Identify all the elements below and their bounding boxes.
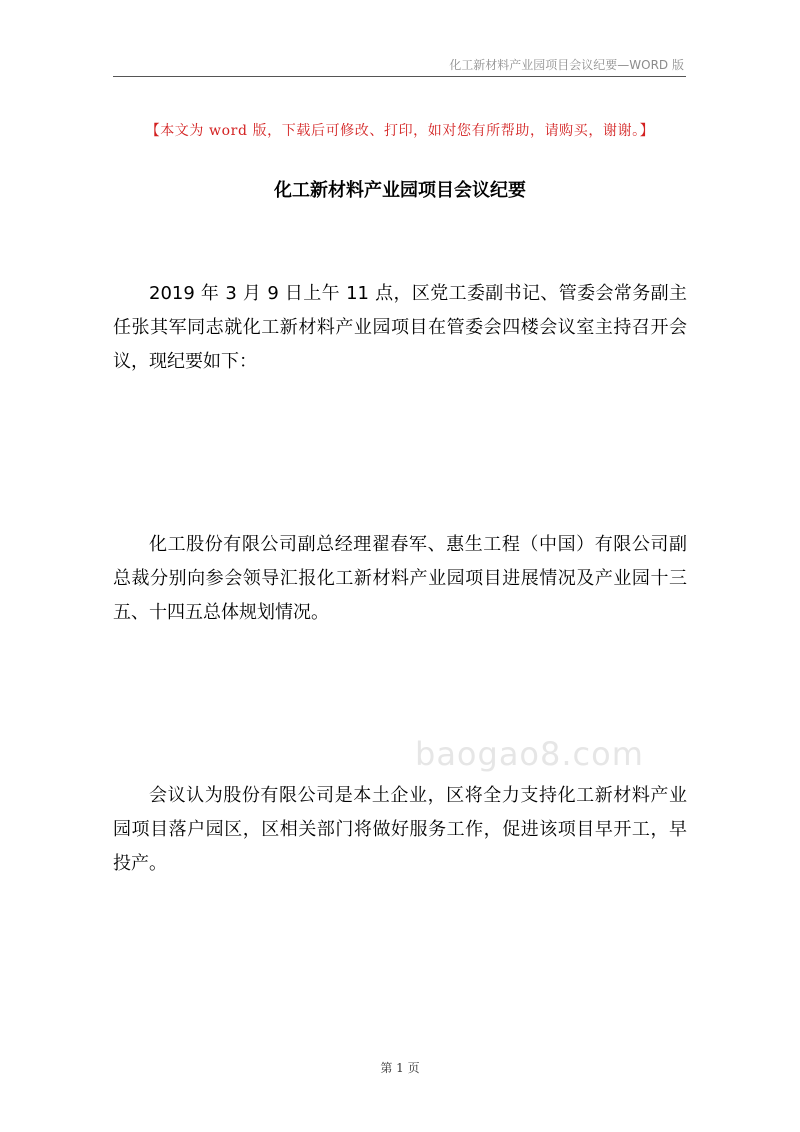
watermark: baogao8.com <box>415 735 644 773</box>
paragraph-2: 化工股份有限公司副总经理翟春军、惠生工程（中国）有限公司副总裁分别向参会领导汇报化工新材料产业园项目进展情况及产业园十三五、十四五总体规划情况。 <box>113 534 687 623</box>
document-title: 化工新材料产业园项目会议纪要 <box>274 180 526 201</box>
page-number: 第 1 页 <box>380 1061 420 1075</box>
paragraph-1: 2019 年 3 月 9 日上午 11 点，区党工委副书记、管委会常务副主任张其军同志就化工新材料产业园项目在管委会四楼会议室主持召开会议，现纪要如下： <box>113 283 687 372</box>
paragraph-3: 会议认为股份有限公司是本土企业，区将全力支持化工新材料产业园项目落户园区，区相关部门将做好服务工作，促进该项目早开工，早投产。 <box>113 785 687 874</box>
download-notice: 【本文为 word 版，下载后可修改、打印，如对您有所帮助，请购买，谢谢。】 <box>145 123 655 139</box>
running-header: 化工新材料产业园项目会议纪要—WORD 版 <box>449 58 684 72</box>
header-divider <box>113 76 686 77</box>
